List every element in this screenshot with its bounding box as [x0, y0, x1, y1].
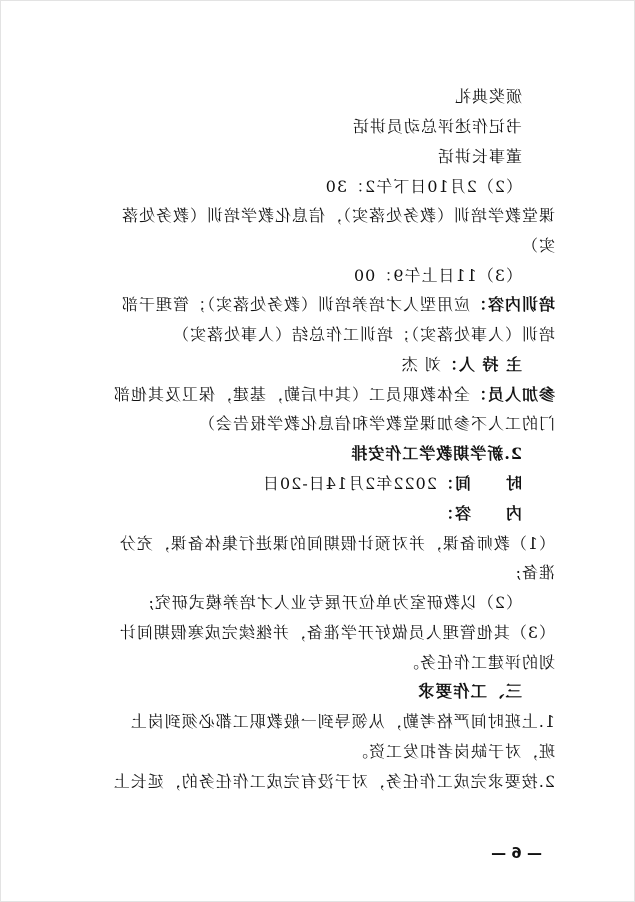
label-participants: 参加人员： [469, 385, 555, 404]
label-schedule-time: 时 间： [436, 474, 522, 493]
line-awards: 颁奖典礼 [453, 87, 522, 106]
line-task-1-cont: 准备; [514, 563, 555, 582]
line-training-content [121, 294, 555, 316]
line-participants [113, 384, 555, 406]
line-requirement-2: 2.按要求完成工作任务，对于没有完成工作任务的，延长上 [112, 772, 555, 791]
label-training-content: 培训内容： [469, 295, 555, 314]
line-training-content-cont: 培训（人事处落实）；培训工作总结（人事处落实） [171, 325, 555, 344]
line-item-2-time: （2）2月10日下午2：30 [324, 177, 522, 196]
line-secretary-speech: 书记作述评总动员讲话 [351, 117, 522, 136]
line-participants-cont: 门的工人不参加课堂教学和信息化教学报告会） [197, 414, 555, 433]
heading-work-requirements: 三、工作要求 [417, 682, 522, 701]
page-number: — 6 — [491, 844, 542, 862]
line-schedule-content [437, 503, 522, 525]
label-host: 主 持 人： [440, 355, 522, 374]
line-classroom-training-cont: 实） [520, 236, 555, 255]
heading-new-semester: 2.新学期教学工作安排 [350, 444, 522, 463]
line-task-3-cont: 划的评建工作任务。 [401, 653, 555, 672]
line-chairman-speech: 董事长讲话 [436, 147, 522, 166]
line-task-2: （2）以教研室为单位开展专业人才培养模式研究; [147, 593, 522, 612]
line-task-3: （3）其他管理人员做好开学准备，并继续完成寒假期间计 [118, 623, 555, 642]
line-requirement-1-cont: 班，对于缺岗者扣发工资。 [350, 742, 555, 761]
line-schedule-time [262, 473, 522, 495]
line-host [401, 354, 522, 376]
line-item-3-time: （3）11日上午9：00 [352, 266, 522, 285]
text-schedule-time: 2022年2月14日-20日 [261, 474, 437, 493]
line-task-1: （1）教师备课，并对预计假期间的课进行集体备课，充分 [118, 534, 555, 553]
text-participants: 全体教职员工（其中后勤，基建，保卫及其他部 [112, 385, 470, 404]
text-host: 刘 杰 [400, 355, 441, 374]
line-classroom-training: 课堂教学培训（教务处落实），信息化教学培训（教务处落 [120, 206, 555, 225]
text-training-content: 应用型人才培养培训（教务处落实）；管理干部 [120, 295, 470, 314]
label-schedule-content: 内 容： [436, 504, 522, 523]
line-requirement-1: 1.上班时间严格考勤，从领导到一般教职工都必须到岗上 [129, 712, 555, 731]
